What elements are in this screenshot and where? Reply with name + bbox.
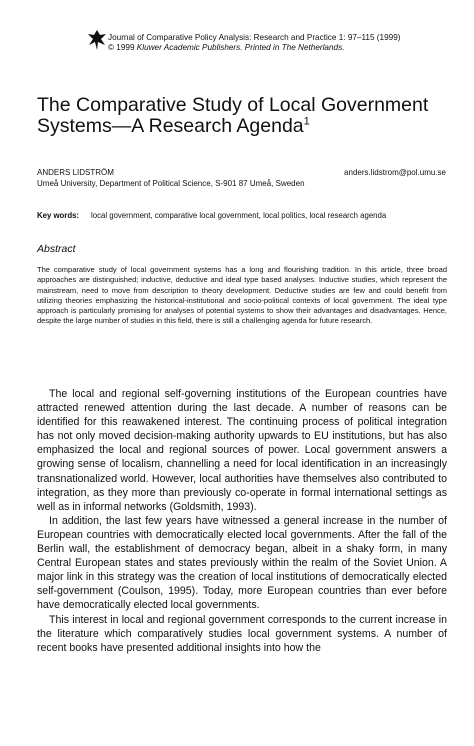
body-paragraph: The local and regional self-governing institutions of the European countries have attracted renewed attention during the last decade. A number of reasons can be identified for this reawakened interest. The continuing process of political integration has not only moved decision-making authority upwards to EU institutions, but has also emphasized the local and regional sources of power. Local government answers a growing sense of localism, channelling a need for local identification in an increasingly transnationalized world. However, local authorities have themselves also contributed to integration, as they more than previously co-operate in formal international settings as well as in informal networks (Goldsmith, 1993). <box>37 388 447 513</box>
keywords <box>37 210 449 221</box>
journal-citation: Journal of Comparative Policy Analysis: Research and Practice 1: 97–115 (1999) <box>108 33 401 42</box>
body-paragraph: In addition, the last few years have witnessed a general increase in the number of European countries with democratically elected local governments. After the fall of the Berlin wall, the establishment of democracy began, albeit in a shaky form, in many Central European states and states previously within the realm of the Soviet Union. A major link in this strategy was the creation of local institutions of democratically elected self-government (Coulson, 1995). Today, more European countries than ever before have democratically elected local governments. <box>37 514 447 612</box>
keywords-label: Key words: <box>37 211 80 220</box>
author-name: ANDERS LIDSTRÖM <box>37 168 114 177</box>
article-title: The Comparative Study of Local Government Systems—A Research Agenda$^1$ <box>37 94 429 137</box>
publisher-logo-icon <box>88 30 106 50</box>
body-text <box>37 387 447 655</box>
abstract-heading: Abstract <box>37 243 76 255</box>
copyright-line: © 1999 Kluwer Academic Publishers. Printed in The Netherlands. <box>108 43 345 52</box>
author-email: anders.lidstrom@pol.umu.se <box>344 168 446 177</box>
body-paragraph: This interest in local and regional government corresponds to the current increase in the literature which comparatively studies local government systems. A number of recent books have presented additional insights into how the <box>37 613 447 654</box>
title-footnote-marker: 1 <box>303 115 310 128</box>
abstract-text: The comparative study of local government systems has a long and flourishing tradition. In this article, three broad approaches are distinguished; inductive, deductive and ideal type based analyses. Inductive studies, which represent the mainstream, need to move from description to theory development. Deductive studies are few and could benefit from utilizing theories emphasizing the historical-institutional and socio-political contexts of local government. The ideal type approach is particularly promising for analyses of potential systems to show their advantages and disadvantages. Hence, despite the large number of studies in this field, there is still a challenging agenda for future research. <box>37 265 447 326</box>
keywords-list: local government, comparative local government, local politics, local research agenda <box>91 211 387 220</box>
author-affiliation: Umeå University, Department of Political Science, S-901 87 Umeå, Sweden <box>37 179 305 188</box>
